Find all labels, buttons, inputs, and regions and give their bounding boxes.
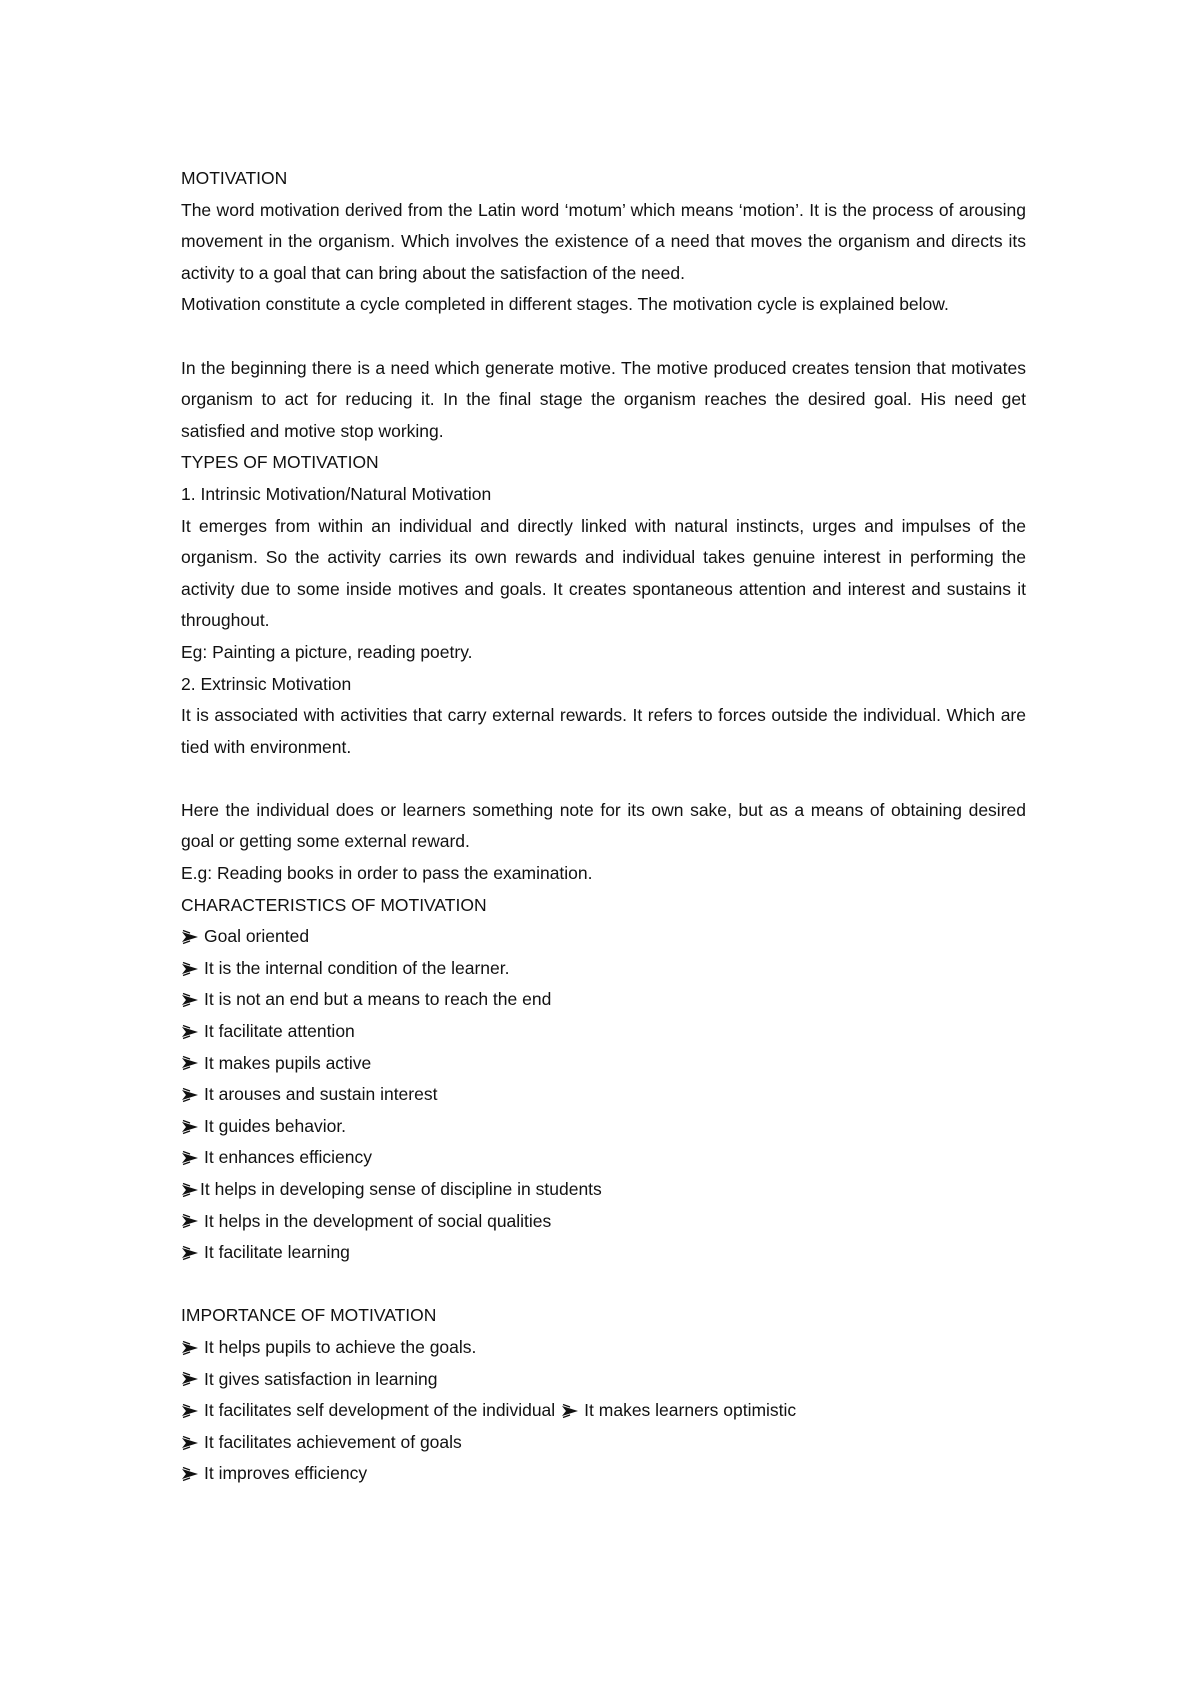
list-item-text: It gives satisfaction in learning [204,1368,438,1389]
list-item-text: It enhances efficiency [204,1147,372,1168]
importance-list [181,1332,1026,1490]
spacer [181,321,1026,353]
heading-types: TYPES OF MOTIVATION [181,452,379,473]
list-item [181,1016,1026,1048]
document-page [181,163,1026,1490]
list-item [181,1206,1026,1238]
list-item-text: It facilitates achievement of goals [204,1431,462,1452]
arrowhead-bullet-icon [181,1403,199,1419]
extrinsic-example: E.g: Reading books in order to pass the examination. [181,863,593,884]
heading-importance: IMPORTANCE OF MOTIVATION [181,1305,437,1326]
intrinsic-example: Eg: Painting a picture, reading poetry. [181,641,473,662]
list-item-text: It is the internal condition of the learner. [204,957,510,978]
list-item-text: It is not an end but a means to reach the end [204,989,552,1010]
arrowhead-bullet-icon [181,992,199,1008]
arrowhead-bullet-icon [181,1435,199,1451]
heading-motivation: MOTIVATION [181,168,288,188]
arrowhead-bullet-icon [181,1182,199,1198]
arrowhead-bullet-icon [181,1150,199,1166]
list-item-text: Goal oriented [204,926,310,947]
arrowhead-bullet-icon [561,1403,579,1419]
list-item [181,1079,1026,1111]
spacer [181,763,1026,795]
intrinsic-title: 1. Intrinsic Motivation/Natural Motivation [181,483,492,504]
list-item-text: It helps in developing sense of discipline in students [200,1179,602,1199]
extrinsic-description: It is associated with activities that carry external rewards. It refers to forces outside the individual. Which are tied with environment. [181,705,1026,757]
extrinsic-detail: Here the individual does or learners something note for its own sake, but as a means of obtaining desired goal or getting some external reward. [181,799,1026,852]
arrowhead-bullet-icon [181,1466,199,1482]
list-item [181,984,1026,1016]
heading-characteristics: CHARACTERISTICS OF MOTIVATION [181,894,487,915]
list-item [181,1332,1026,1364]
list-item-text: It makes pupils active [204,1052,372,1073]
cycle-paragraph: Motivation constitute a cycle completed in different stages. The motivation cycle is explained below. [181,294,949,315]
list-item [181,1427,1026,1459]
list-item [181,1458,1026,1490]
list-item [181,1111,1026,1143]
list-item-text: It facilitate learning [204,1242,350,1263]
list-item [181,1364,1026,1396]
list-item [181,1237,1026,1269]
arrowhead-bullet-icon [181,1371,199,1387]
extrinsic-title: 2. Extrinsic Motivation [181,673,352,694]
arrowhead-bullet-icon [181,1340,199,1356]
list-item [181,1142,1026,1174]
list-item [181,921,1026,953]
arrowhead-bullet-icon [181,1213,199,1229]
list-item-text: It helps in the development of social qualities [204,1210,552,1231]
arrowhead-bullet-icon [181,1119,199,1135]
list-item-text: It arouses and sustain interest [204,1084,438,1105]
arrowhead-bullet-icon [181,1024,199,1040]
list-item-text: It facilitates self development of the individual [204,1400,556,1421]
arrowhead-bullet-icon [181,1055,199,1071]
intro-paragraph: The word motivation derived from the Latin word ‘motum’ which means ‘motion’. It is the process of arousing movement in the organism. Which involves the existence of a need that moves the organism and directs its activity to a goal that can bring about the satisfaction of the need. [181,199,1026,283]
arrowhead-bullet-icon [181,1245,199,1261]
cycle-description: In the beginning there is a need which generate motive. The motive produced creates tension that motivates organism to act for reducing it. In the final stage the organism reaches the desired goal. His need get satisfied and motive stop working. [181,357,1026,441]
arrowhead-bullet-icon [181,929,199,945]
list-item-text: It improves efficiency [204,1463,368,1484]
list-item-text: It guides behavior. [204,1115,347,1136]
spacer [181,1269,1026,1301]
list-item-text: It helps pupils to achieve the goals. [204,1336,477,1357]
arrowhead-bullet-icon [181,961,199,977]
characteristics-list [181,921,1026,1269]
list-item [181,1395,1026,1427]
list-item [181,1048,1026,1080]
list-item-text: It makes learners optimistic [584,1400,797,1421]
intrinsic-description: It emerges from within an individual and directly linked with natural instincts, urges and impulses of the organism. So the activity carries its own rewards and individual takes genuine interest in performing the activity due to some inside motives and goals. It creates spontaneous attention and interest and sustains it throughout. [181,515,1026,631]
arrowhead-bullet-icon [181,1087,199,1103]
list-item-text: It facilitate attention [204,1021,355,1042]
list-item [181,1174,1026,1206]
list-item [181,953,1026,985]
